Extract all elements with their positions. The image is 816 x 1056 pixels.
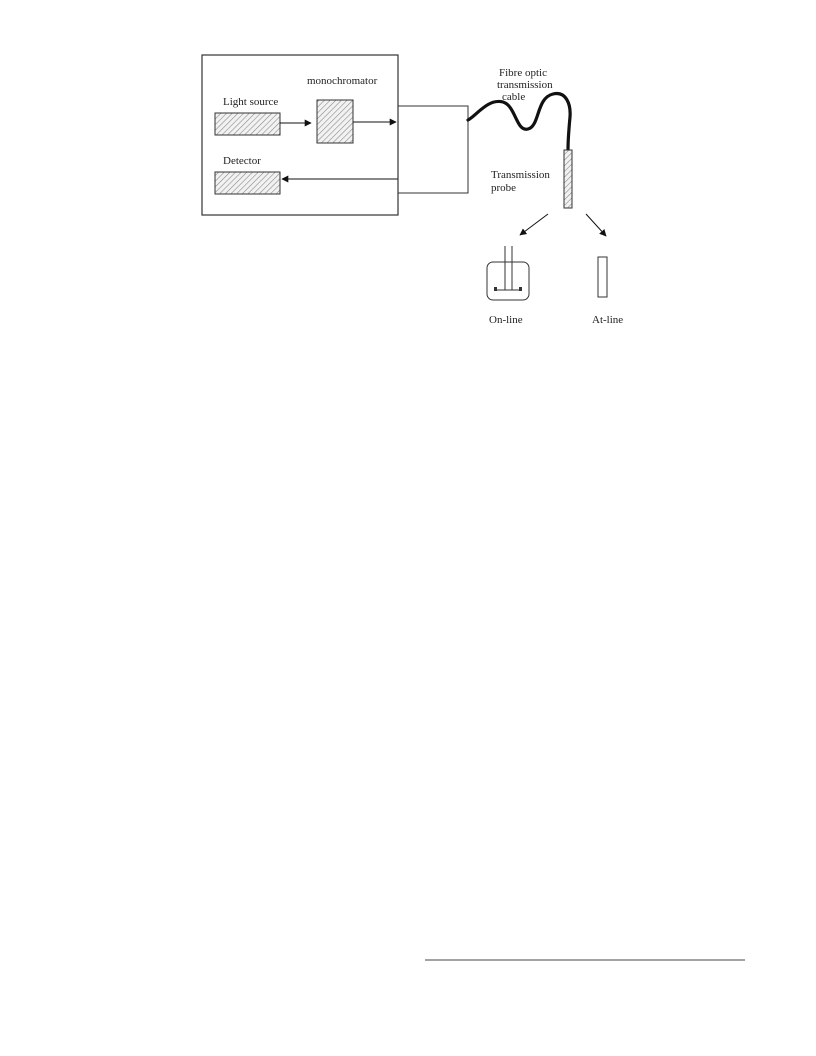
transmission-probe-label-line2: probe bbox=[491, 182, 517, 194]
transmission-probe-label-line1: Transmission bbox=[491, 169, 550, 181]
detector-label: Detector bbox=[223, 155, 261, 167]
probe-to-atline-arrow bbox=[586, 214, 606, 236]
atline-cuvette bbox=[598, 257, 607, 297]
fibre-cable-label-line1: Fibre optic bbox=[499, 67, 547, 79]
atline-label: At-line bbox=[592, 314, 624, 326]
fibre-cable-label-line3: cable bbox=[502, 91, 526, 103]
online-label: On-line bbox=[489, 314, 523, 326]
probe-to-online-arrow bbox=[520, 214, 548, 235]
fibre-cable-label-line2: transmission bbox=[497, 79, 553, 91]
transmission-probe bbox=[564, 150, 572, 208]
light-source-block bbox=[215, 113, 280, 135]
light-source-label: Light source bbox=[223, 96, 279, 108]
monochromator-block bbox=[317, 100, 353, 143]
fibre-coupler-box bbox=[398, 106, 468, 193]
detector-block bbox=[215, 172, 280, 194]
online-flow-cell bbox=[487, 246, 529, 300]
monochromator-label: monochromator bbox=[307, 75, 378, 87]
